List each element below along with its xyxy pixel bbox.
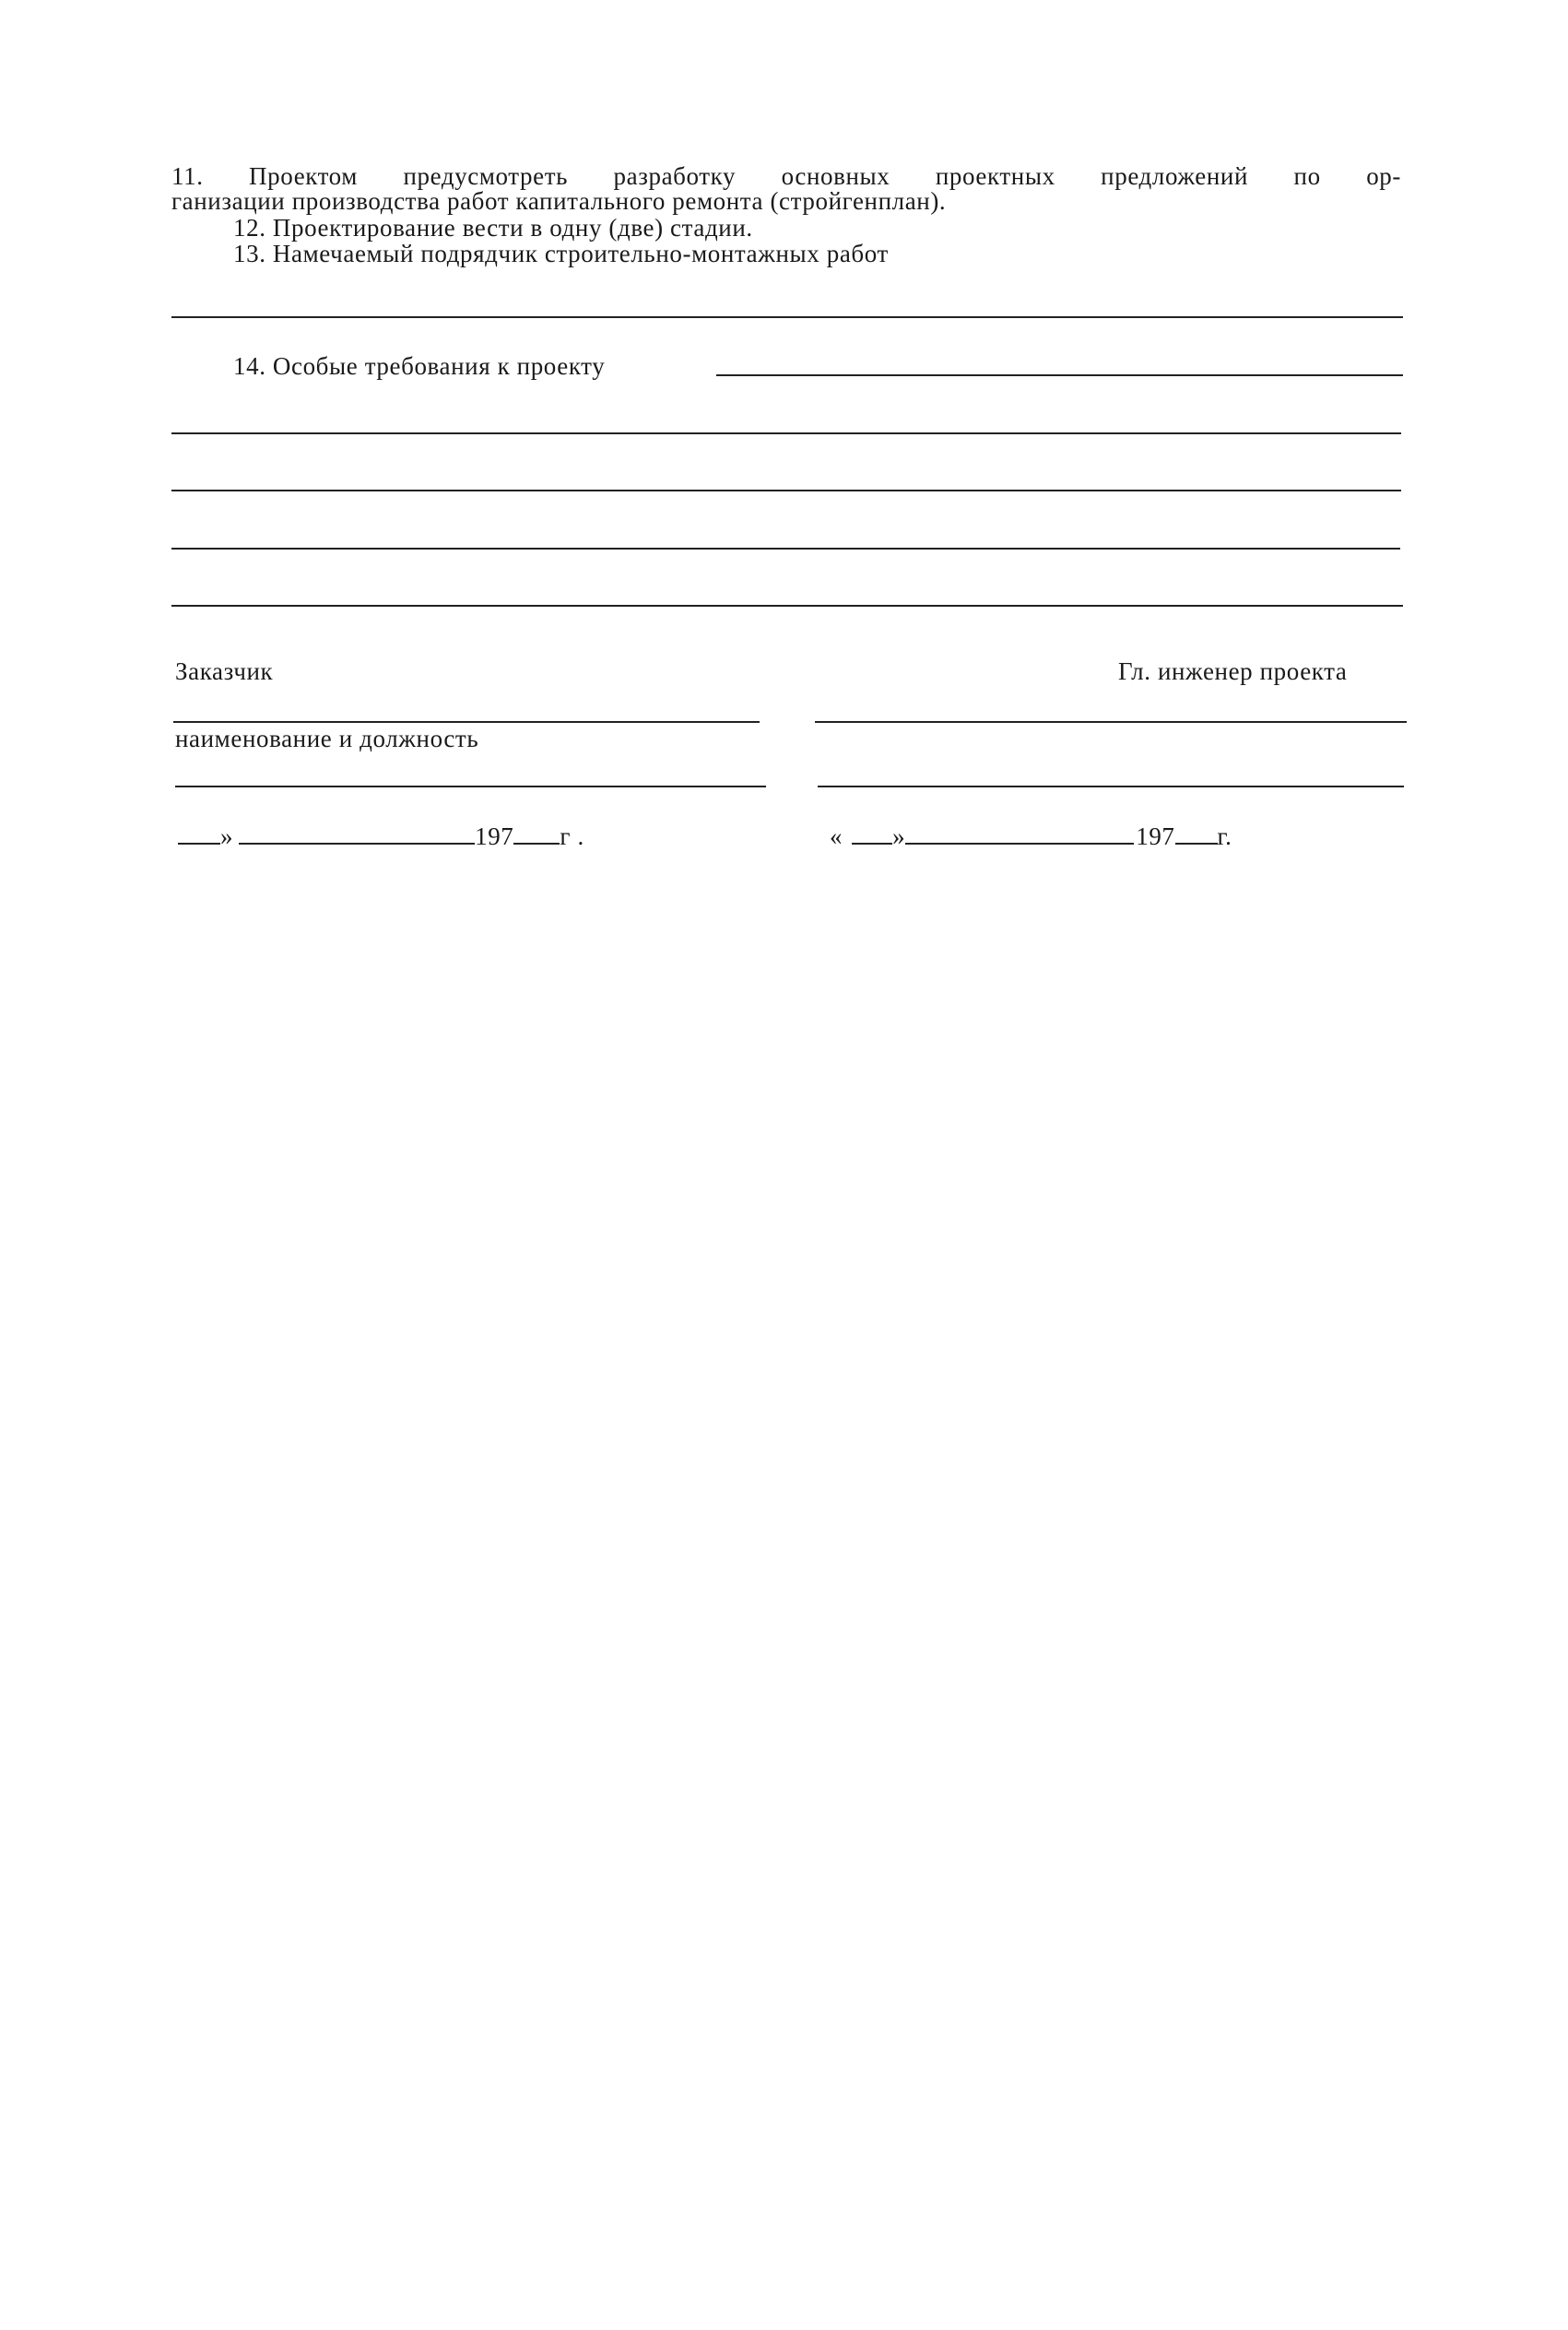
chief-engineer-date — [830, 822, 1232, 850]
contractor-fill-line[interactable] — [171, 316, 1403, 318]
item-14: 14. Особые требования к проекту — [233, 352, 606, 380]
chief-engineer-date-year-prefix: 197 — [1136, 822, 1175, 850]
chief-engineer-date-close-quote: » — [892, 822, 906, 850]
customer-date-day-blank[interactable] — [178, 822, 220, 845]
chief-engineer-date-day-blank[interactable] — [852, 822, 892, 845]
chief-engineer-signature-line[interactable] — [815, 721, 1407, 723]
chief-engineer-name-line[interactable] — [818, 786, 1404, 787]
chief-engineer-date-month-blank[interactable] — [905, 822, 1134, 845]
chief-engineer-date-year-blank[interactable] — [1175, 822, 1218, 845]
chief-engineer-date-year-suffix: г. — [1217, 822, 1232, 850]
customer-date-month-blank[interactable] — [239, 822, 475, 845]
requirements-fill-line-1[interactable] — [716, 374, 1403, 376]
chief-engineer-label: Гл. инженер проекта — [1118, 657, 1348, 685]
item-11-line-1: 11. Проектом предусмотреть разработку основных проектных предложений по ор- — [171, 162, 1401, 190]
chief-engineer-date-open-quote: « — [830, 822, 843, 850]
requirements-fill-line-4[interactable] — [171, 548, 1400, 550]
customer-signature-line[interactable] — [173, 721, 760, 723]
customer-name-line[interactable] — [175, 786, 766, 787]
item-13: 13. Намечаемый подрядчик строительно-монтажных работ — [233, 240, 889, 267]
customer-date-year-blank[interactable] — [513, 822, 560, 845]
customer-label: Заказчик — [175, 657, 274, 685]
customer-date — [178, 822, 584, 850]
customer-date-year-prefix: 197 — [475, 822, 514, 850]
item-12: 12. Проектирование вести в одну (две) стадии. — [233, 214, 753, 242]
item-11-line-2: ганизации производства работ капитального ремонта (стройгенплан). — [171, 187, 947, 215]
requirements-fill-line-3[interactable] — [171, 490, 1401, 491]
customer-date-close-quote: » — [220, 822, 234, 850]
requirements-fill-line-2[interactable] — [171, 432, 1401, 434]
requirements-fill-line-5[interactable] — [171, 605, 1403, 607]
name-position-caption: наименование и должность — [175, 725, 479, 752]
customer-date-year-suffix: г . — [560, 822, 584, 850]
